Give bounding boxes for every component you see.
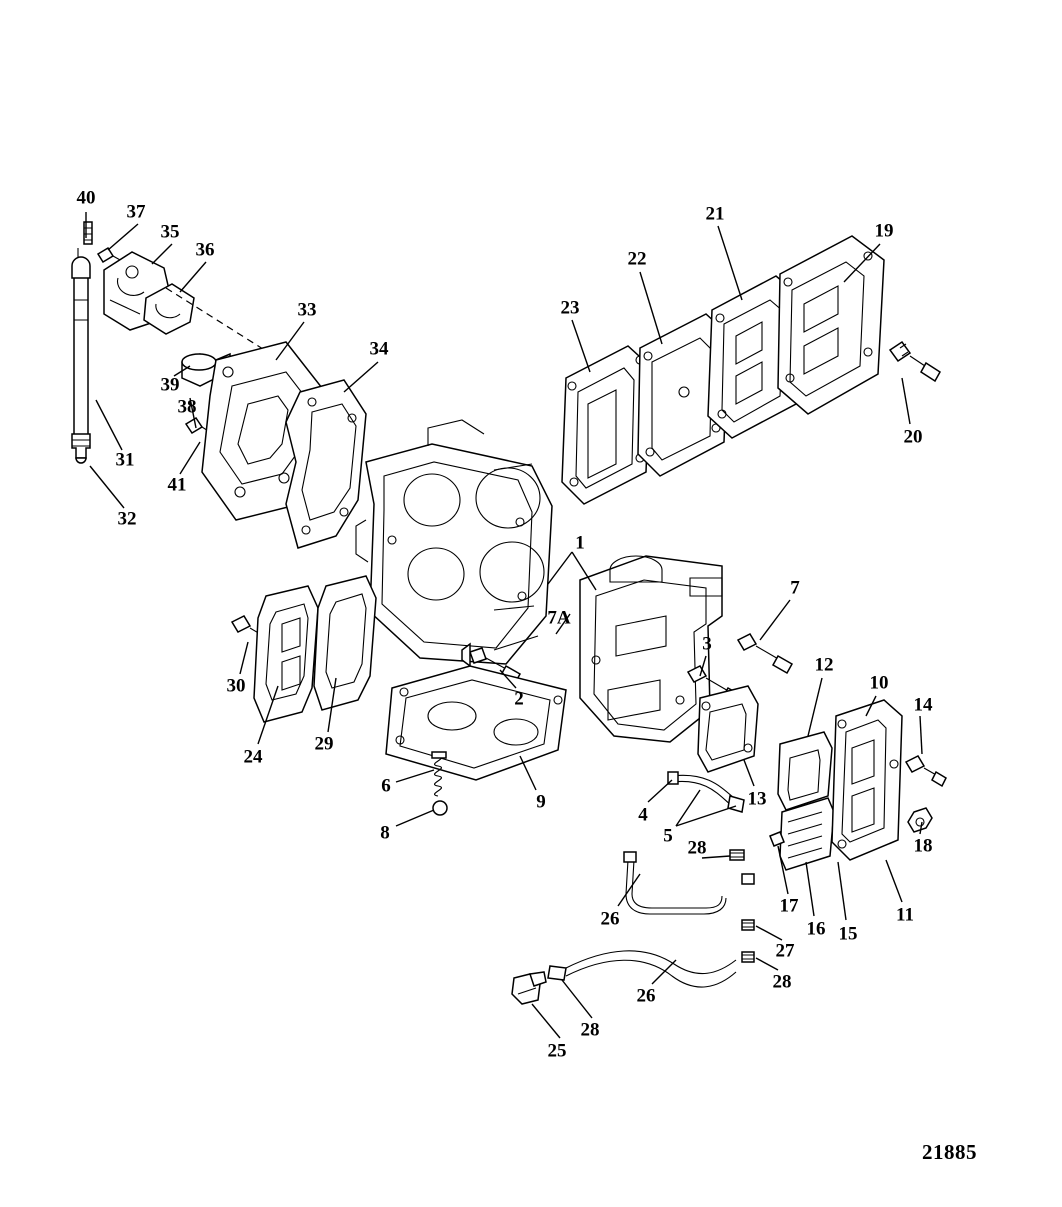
callout-24: 24 [243, 746, 263, 768]
callout-41: 41 [167, 474, 187, 496]
callout-36: 36 [195, 239, 215, 261]
callout-40: 40 [76, 187, 96, 209]
callout-25: 25 [547, 1040, 567, 1062]
callout-14: 14 [913, 694, 933, 716]
left-cover-group [232, 576, 376, 722]
callout-11: 11 [896, 904, 914, 926]
callout-33: 33 [297, 299, 317, 321]
callout-2: 2 [514, 688, 524, 710]
callout-16: 16 [806, 918, 826, 940]
callout-19: 19 [874, 220, 894, 242]
callout-3: 3 [702, 633, 712, 655]
callout-17: 17 [779, 895, 799, 917]
callout-28: 28 [772, 971, 792, 993]
callout-27: 27 [775, 940, 795, 962]
callout-13: 13 [747, 788, 767, 810]
callout-10: 10 [869, 672, 889, 694]
callout-26: 26 [636, 985, 656, 1007]
callout-18: 18 [913, 835, 933, 857]
callout-28: 28 [580, 1019, 600, 1041]
callout-9: 9 [536, 791, 546, 813]
callout-4: 4 [638, 804, 648, 826]
callout-12: 12 [814, 654, 834, 676]
callout-8: 8 [380, 822, 390, 844]
figure-number: 21885 [922, 1140, 977, 1164]
callout-26: 26 [600, 908, 620, 930]
callout-22: 22 [627, 248, 647, 270]
callout-35: 35 [160, 221, 180, 243]
callout-5: 5 [663, 825, 673, 847]
callout-1: 1 [575, 532, 585, 554]
callout-37: 37 [126, 201, 146, 223]
callout-28: 28 [687, 837, 707, 859]
callout-7A: 7A [547, 607, 571, 629]
callout-6: 6 [381, 775, 391, 797]
callout-20: 20 [903, 426, 923, 448]
callout-32: 32 [117, 508, 137, 530]
callout-38: 38 [177, 396, 197, 418]
callout-30: 30 [226, 675, 246, 697]
callout-34: 34 [369, 338, 389, 360]
callout-23: 23 [560, 297, 580, 319]
callout-31: 31 [115, 449, 135, 471]
exhaust-cover-group [562, 236, 940, 504]
callout-39: 39 [160, 374, 180, 396]
callout-21: 21 [705, 203, 725, 225]
callout-15: 15 [838, 923, 858, 945]
callout-7: 7 [790, 577, 800, 599]
callout-29: 29 [314, 733, 334, 755]
cylinder-block-group [356, 420, 552, 683]
fuel-hose-group [512, 852, 736, 1007]
